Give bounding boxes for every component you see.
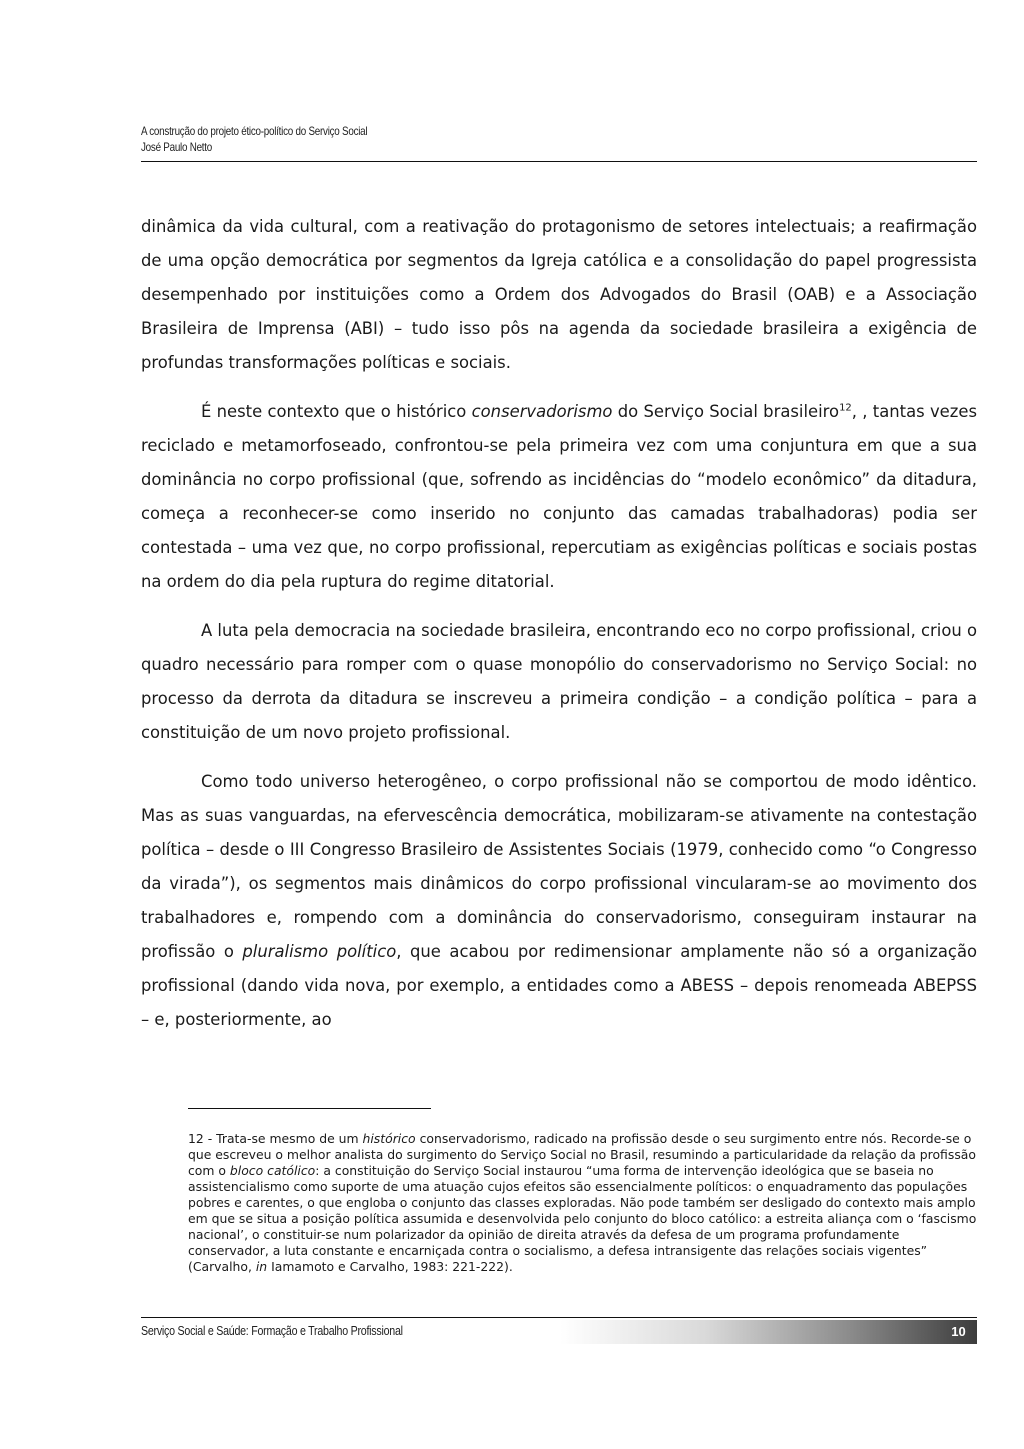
paragraph-1-text: dinâmica da vida cultural, com a reativação do protagonismo de setores intelectuais; a reafirmação de uma opção democrática por segmentos da Igreja católica e a consolidação do papel progressista desempenhado por instituições como a Ordem dos Advogados do Brasil (OAB) e a Associação Brasileira de Imprensa (ABI) – tudo isso pôs na agenda da sociedade brasileira a exigência de profundas transformações políticas e sociais. — [141, 217, 977, 372]
footnote-text-d: Iamamoto e Carvalho, 1983: 221-222). — [267, 1259, 513, 1274]
footnote-emphasis-3: in — [255, 1259, 268, 1274]
paragraph-4-emphasis: pluralismo político — [242, 942, 397, 961]
footer-rule — [141, 1317, 977, 1318]
footnote-rule — [188, 1108, 431, 1109]
page-number: 10 — [951, 1324, 966, 1339]
paragraph-2 — [141, 395, 977, 599]
header-author: José Paulo Netto — [141, 140, 213, 154]
paragraph-4-text-b: , que acabou por redimensionar amplamente não só a organização profissional (dando vida nova, por exemplo, a entidades como a ABESS – depois renomeada ABEPSS – e, posteriormente, ao — [141, 942, 978, 1029]
footnote-emphasis-2: bloco católico — [229, 1163, 316, 1178]
body-text — [141, 210, 977, 1052]
footnote-12 — [188, 1131, 978, 1275]
footnote-emphasis-1: histórico — [362, 1131, 416, 1146]
footnote-text — [188, 1131, 978, 1275]
footnote-text-b: conservadorismo, radicado na profissão desde o seu surgimento entre nós. Recorde-se o que escreveu o melhor analista do surgimento do Serviço Social no Brasil, resumindo a particularidade da relação da profissão com o — [188, 1131, 976, 1178]
paragraph-2-text-c: , , tantas vezes reciclado e metamorfoseado, confrontou-se pela primeira vez com uma conjuntura em que a sua dominância no corpo profissional (que, sofrendo as incidências do “modelo econômico” da ditadura, começa a reconhecer-se como inserido no conjunto das camadas trabalhadoras) podia ser contestada – uma vez que, no corpo profissional, repercutiam as exigências políticas e sociais postas na ordem do dia pela ruptura do regime ditatorial. — [141, 402, 977, 591]
footnote-reference-12[interactable]: 12 — [839, 402, 852, 414]
paragraph-4-text-a: Como todo universo heterogêneo, o corpo profissional não se comportou de modo idêntico. Mas as suas vanguardas, na efervescência democrática, mobilizaram-se ativamente na contestação política – desde o III Congresso Brasileiro de Assistentes Sociais (1979, conhecido como “o Congresso da virada”), os segmentos mais dinâmicos do corpo profissional vincularam-se ao movimento dos trabalhadores e, rompendo com a dominância do conservadorismo, conseguiram instaurar na profissão o — [141, 772, 977, 961]
paragraph-2-emphasis: conservadorismo — [471, 402, 613, 421]
header-title: A construção do projeto ético-político do Serviço Social — [141, 124, 368, 138]
paragraph-3-text: A luta pela democracia na sociedade brasileira, encontrando eco no corpo profissional, criou o quadro necessário para romper com o quase monopólio do conservadorismo no Serviço Social: no processo da derrota da ditadura se inscreveu a primeira condição – a condição política – para a constituição de um novo projeto profissional. — [141, 621, 977, 742]
header-rule — [141, 161, 977, 162]
footer-title: Serviço Social e Saúde: Formação e Trabalho Profissional — [141, 1323, 403, 1338]
footnote-text-c: : a constituição do Serviço Social instaurou “uma forma de intervenção ideológica que se baseia no assistencialismo como suporte de uma atuação cujos efeitos são essencialmente políticos: o enquadramento das populações pobres e carentes, o que engloba o conjunto das classes exploradas. Não pode também ser desligado do contexto mais amplo em que se situa a posição política assumida e desenvolvida pelo conjunto do bloco católico: a estreita aliança com o ‘fascismo nacional’, o constituir-se num polarizador da opinião de direita através da defesa de um programa profundamente conservador, a luta constante e encarniçada contra o socialismo, a defesa intransigente das relações sociais vigentes” (Carvalho, — [188, 1163, 977, 1274]
paragraph-2-text-a: É neste contexto que o histórico — [201, 402, 472, 421]
paragraph-2-text-b: do Serviço Social brasileiro — [612, 402, 840, 421]
paragraph-3 — [141, 614, 977, 750]
running-header — [141, 123, 827, 155]
paragraph-1 — [141, 210, 977, 380]
paragraph-4 — [141, 765, 977, 1037]
footer-gradient-band — [560, 1320, 977, 1344]
footnote-text-a: 12 - Trata-se mesmo de um — [188, 1131, 363, 1146]
